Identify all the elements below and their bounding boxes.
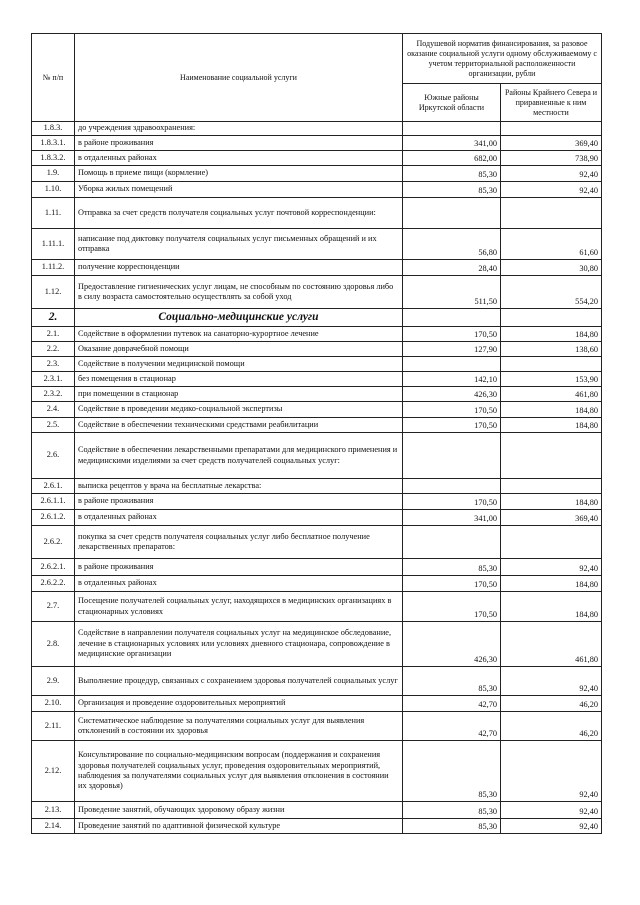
service-name: в отдаленных районах xyxy=(75,151,403,166)
north-value: 30,80 xyxy=(501,260,602,276)
row-number: 2.11. xyxy=(32,712,75,741)
north-value xyxy=(501,357,602,372)
north-value: 184,80 xyxy=(501,402,602,418)
south-value: 341,00 xyxy=(403,510,501,526)
table-row xyxy=(32,696,602,712)
north-value: 184,80 xyxy=(501,494,602,510)
table-row xyxy=(32,667,602,696)
south-value: 170,50 xyxy=(403,576,501,592)
table-row xyxy=(32,166,602,182)
row-number: 2.6.2.1. xyxy=(32,559,75,576)
row-number: 2.6.1.1. xyxy=(32,494,75,510)
north-value: 92,40 xyxy=(501,667,602,696)
row-number: 1.12. xyxy=(32,276,75,309)
table-row xyxy=(32,387,602,402)
row-number: 2.6.2.2. xyxy=(32,576,75,592)
service-name: Организация и проведение оздоровительных мероприятий xyxy=(75,696,403,712)
table-row xyxy=(32,357,602,372)
south-value: 85,30 xyxy=(403,819,501,834)
service-name: Консультирование по социально-медицинским вопросам (поддержания и сохранения здоровья получателей социальных услуг, проведения оздоровительных мероприятий, наблюдения за получателями социальных услуг для выявления отклонения в состоянии их здоровья) xyxy=(75,741,403,802)
row-number: 2.9. xyxy=(32,667,75,696)
header-south: Южные районы Иркутской области xyxy=(403,84,501,122)
service-name: Содействие в направлении получателя социальных услуг на медицинское обследование, лечение в стационарных условиях или условиях дневного стационара, сопровождение в медицинские организации xyxy=(75,622,403,667)
south-value xyxy=(403,479,501,494)
north-value: 46,20 xyxy=(501,696,602,712)
south-value: 85,30 xyxy=(403,182,501,198)
service-name: Содействие в получении медицинской помощи xyxy=(75,357,403,372)
north-value: 184,80 xyxy=(501,576,602,592)
south-value xyxy=(403,433,501,479)
service-name: в районе проживания xyxy=(75,136,403,151)
table-row xyxy=(32,592,602,622)
row-number: 2.10. xyxy=(32,696,75,712)
north-value: 92,40 xyxy=(501,741,602,802)
table-row xyxy=(32,433,602,479)
south-value: 426,30 xyxy=(403,622,501,667)
north-value xyxy=(501,479,602,494)
row-number: 1.11. xyxy=(32,198,75,229)
north-value xyxy=(501,198,602,229)
row-number: 2.12. xyxy=(32,741,75,802)
service-name: Уборка жилых помещений xyxy=(75,182,403,198)
service-name: получение корреспонденции xyxy=(75,260,403,276)
service-name: при помещении в стационар xyxy=(75,387,403,402)
row-number: 2.6. xyxy=(32,433,75,479)
header-norm: Подушевой норматив финансирования, за разовое оказание социальной услуги одному обслуживаемому с учетом территориальной расположенности организации, рубли xyxy=(403,34,602,84)
row-number: 2.4. xyxy=(32,402,75,418)
row-number: 2.6.2. xyxy=(32,526,75,559)
service-name: выписка рецептов у врача на бесплатные лекарства: xyxy=(75,479,403,494)
table-row xyxy=(32,198,602,229)
table-row xyxy=(32,576,602,592)
south-value: 142,10 xyxy=(403,372,501,387)
table-row xyxy=(32,802,602,819)
service-name: написание под диктовку получателя социальных услуг письменных обращений и их отправка xyxy=(75,229,403,260)
north-value: 138,60 xyxy=(501,342,602,357)
tariff-table xyxy=(31,33,602,834)
south-value xyxy=(403,357,501,372)
row-number: 2.3.2. xyxy=(32,387,75,402)
south-value: 42,70 xyxy=(403,696,501,712)
row-number: 2.14. xyxy=(32,819,75,834)
south-value: 85,30 xyxy=(403,741,501,802)
north-value: 554,20 xyxy=(501,276,602,309)
service-name: в районе проживания xyxy=(75,559,403,576)
row-number: 1.11.2. xyxy=(32,260,75,276)
table-row xyxy=(32,342,602,357)
south-value: 170,50 xyxy=(403,402,501,418)
north-value: 369,40 xyxy=(501,510,602,526)
table-row xyxy=(32,559,602,576)
row-number: 2.13. xyxy=(32,802,75,819)
south-value: 28,40 xyxy=(403,260,501,276)
service-name: покупка за счет средств получателя социальных услуг либо бесплатное получение лекарственных препаратов: xyxy=(75,526,403,559)
south-value: 170,50 xyxy=(403,494,501,510)
table-row xyxy=(32,712,602,741)
north-value: 61,60 xyxy=(501,229,602,260)
south-value: 682,00 xyxy=(403,151,501,166)
service-name: Предоставление гигиенических услуг лицам, не способным по состоянию здоровья либо в силу возраста самостоятельно осуществлять за собой уход xyxy=(75,276,403,309)
north-value: 92,40 xyxy=(501,182,602,198)
north-value: 184,80 xyxy=(501,592,602,622)
south-value: 127,90 xyxy=(403,342,501,357)
row-number: 2.6.1. xyxy=(32,479,75,494)
service-name: без помещения в стационар xyxy=(75,372,403,387)
north-value xyxy=(501,526,602,559)
south-value: 170,50 xyxy=(403,418,501,433)
service-name: Систематическое наблюдение за получателями социальных услуг для выявления отклонений в состоянии их здоровья xyxy=(75,712,403,741)
north-value: 738,90 xyxy=(501,151,602,166)
south-value: 511,50 xyxy=(403,276,501,309)
south-value: 56,80 xyxy=(403,229,501,260)
service-name: Отправка за счет средств получателя социальных услуг почтовой корреспонденции: xyxy=(75,198,403,229)
table-row xyxy=(32,418,602,433)
service-name: до учреждения здравоохранения: xyxy=(75,122,403,136)
south-value: 42,70 xyxy=(403,712,501,741)
north-value: 461,80 xyxy=(501,387,602,402)
row-number: 2.2. xyxy=(32,342,75,357)
north-value xyxy=(501,309,602,327)
section-row xyxy=(32,309,602,327)
table-row xyxy=(32,276,602,309)
south-value xyxy=(403,198,501,229)
north-value: 46,20 xyxy=(501,712,602,741)
table-row xyxy=(32,151,602,166)
south-value xyxy=(403,309,501,327)
north-value xyxy=(501,122,602,136)
service-name: в отдаленных районах xyxy=(75,510,403,526)
header-north: Районы Крайнего Севера и приравненные к ним местности xyxy=(501,84,602,122)
row-number: 2. xyxy=(32,309,75,327)
service-name: Социально-медицинские услуги xyxy=(75,309,403,327)
row-number: 2.3.1. xyxy=(32,372,75,387)
north-value: 461,80 xyxy=(501,622,602,667)
service-name: Содействие в проведении медико-социальной экспертизы xyxy=(75,402,403,418)
north-value xyxy=(501,433,602,479)
north-value: 369,40 xyxy=(501,136,602,151)
table-row xyxy=(32,260,602,276)
row-number: 2.5. xyxy=(32,418,75,433)
row-number: 1.9. xyxy=(32,166,75,182)
table-row xyxy=(32,182,602,198)
row-number: 1.11.1. xyxy=(32,229,75,260)
service-name: Содействие в обеспечении техническими средствами реабилитации xyxy=(75,418,403,433)
row-number: 2.8. xyxy=(32,622,75,667)
service-name: Содействие в обеспечении лекарственными препаратами для медицинского применения и медицинскими изделиями за счет средств получателей социальных услуг: xyxy=(75,433,403,479)
service-name: Проведение занятий, обучающих здоровому образу жизни xyxy=(75,802,403,819)
table-row xyxy=(32,819,602,834)
north-value: 184,80 xyxy=(501,418,602,433)
table-row xyxy=(32,494,602,510)
table-row xyxy=(32,372,602,387)
row-number: 1.10. xyxy=(32,182,75,198)
table-row xyxy=(32,526,602,559)
north-value: 92,40 xyxy=(501,802,602,819)
table-row xyxy=(32,327,602,342)
header-num: № п/п xyxy=(32,34,75,122)
table-row xyxy=(32,479,602,494)
row-number: 1.8.3.2. xyxy=(32,151,75,166)
table-row xyxy=(32,741,602,802)
service-name: в отдаленных районах xyxy=(75,576,403,592)
table-row xyxy=(32,402,602,418)
table-row xyxy=(32,622,602,667)
south-value: 85,30 xyxy=(403,802,501,819)
row-number: 2.7. xyxy=(32,592,75,622)
north-value: 92,40 xyxy=(501,819,602,834)
south-value: 170,50 xyxy=(403,327,501,342)
service-name: Оказание доврачебной помощи xyxy=(75,342,403,357)
north-value: 92,40 xyxy=(501,559,602,576)
north-value: 184,80 xyxy=(501,327,602,342)
row-number: 1.8.3.1. xyxy=(32,136,75,151)
south-value: 426,30 xyxy=(403,387,501,402)
header-name: Наименование социальной услуги xyxy=(75,34,403,122)
south-value xyxy=(403,526,501,559)
row-number: 1.8.3. xyxy=(32,122,75,136)
table-row xyxy=(32,510,602,526)
south-value: 85,30 xyxy=(403,166,501,182)
north-value: 92,40 xyxy=(501,166,602,182)
north-value: 153,90 xyxy=(501,372,602,387)
service-name: Выполнение процедур, связанных с сохранением здоровья получателей социальных услуг xyxy=(75,667,403,696)
table-row xyxy=(32,136,602,151)
service-name: в районе проживания xyxy=(75,494,403,510)
south-value: 85,30 xyxy=(403,667,501,696)
south-value: 85,30 xyxy=(403,559,501,576)
south-value xyxy=(403,122,501,136)
service-name: Содействие в оформлении путевок на санаторно-курортное лечение xyxy=(75,327,403,342)
table-row xyxy=(32,229,602,260)
service-name: Помощь в приеме пищи (кормление) xyxy=(75,166,403,182)
row-number: 2.1. xyxy=(32,327,75,342)
row-number: 2.3. xyxy=(32,357,75,372)
row-number: 2.6.1.2. xyxy=(32,510,75,526)
table-row xyxy=(32,122,602,136)
service-name: Проведение занятий по адаптивной физической культуре xyxy=(75,819,403,834)
south-value: 341,00 xyxy=(403,136,501,151)
service-name: Посещение получателей социальных услуг, находящихся в медицинских организациях в стационарных условиях xyxy=(75,592,403,622)
south-value: 170,50 xyxy=(403,592,501,622)
